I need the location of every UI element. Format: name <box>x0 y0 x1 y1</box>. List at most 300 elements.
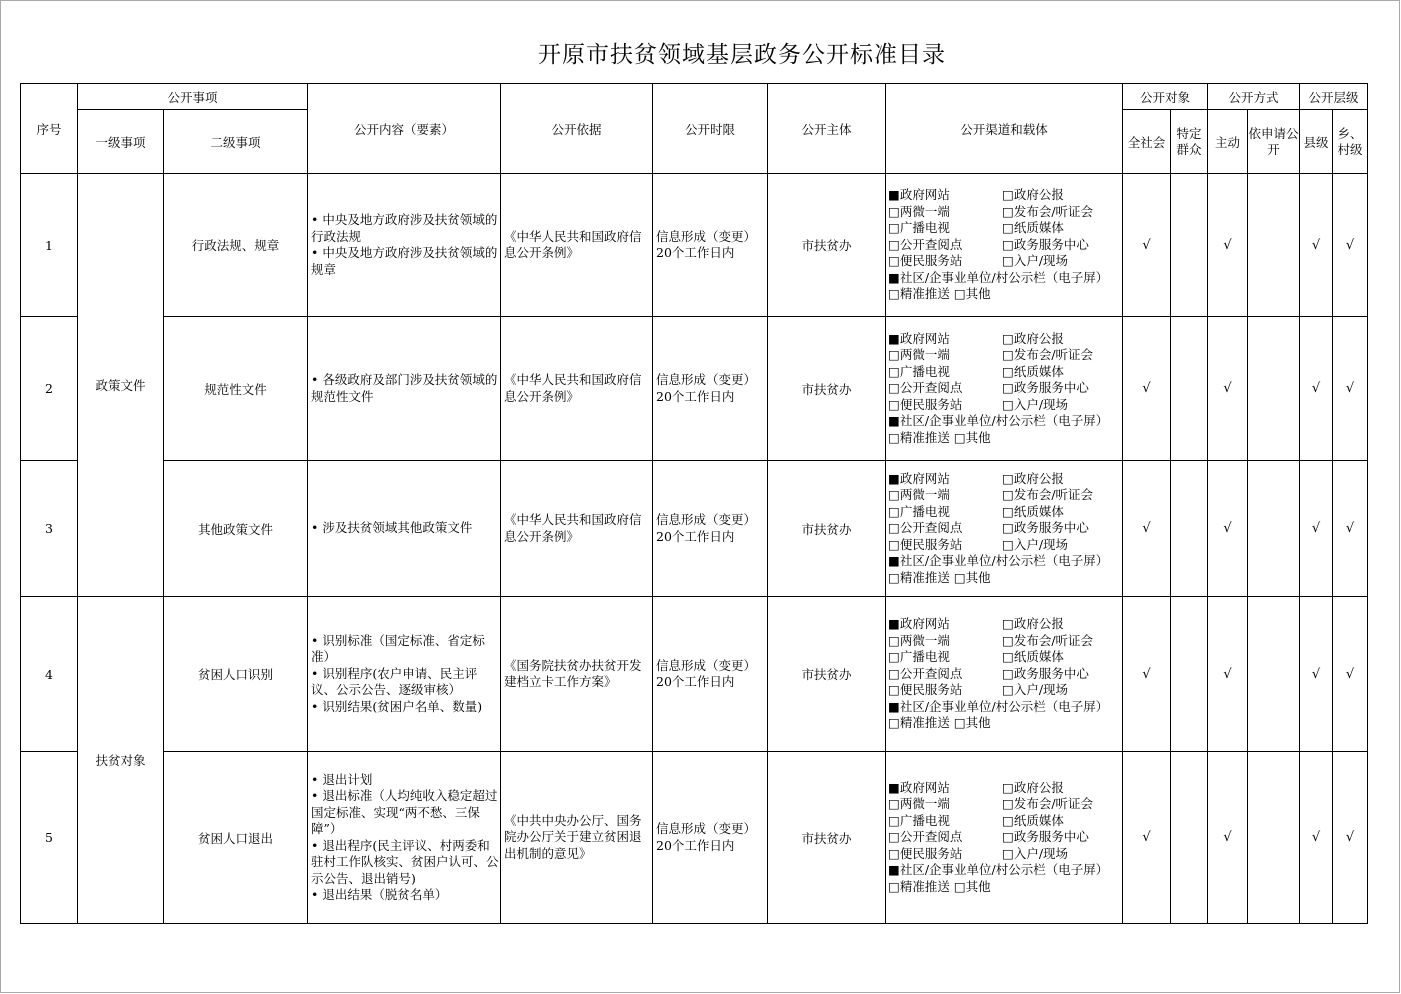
bullet: • <box>311 212 319 227</box>
bullet: • <box>311 665 319 681</box>
check-target-specific <box>1171 317 1208 461</box>
check-level-township: √ <box>1333 317 1368 461</box>
checked-box-icon: ■ <box>888 553 900 569</box>
channel-label: 入户/现场 <box>1013 396 1069 412</box>
channel-label: 发布会/听证会 <box>1013 203 1094 219</box>
row-content <box>308 461 501 597</box>
unchecked-box-icon: □ <box>888 569 900 585</box>
channel-label: 精准推送 <box>899 429 950 445</box>
row-content <box>308 317 501 461</box>
channel-label: 政务服务中心 <box>1013 520 1089 536</box>
row-time-limit: 信息形成（变更）20个工作日内 <box>653 317 768 461</box>
channel-label: 便民服务站 <box>899 682 963 698</box>
unchecked-box-icon: □ <box>1002 330 1014 346</box>
channel-option <box>1002 520 1122 537</box>
channel-label: 精准推送 <box>899 878 950 894</box>
channel-option <box>888 570 950 585</box>
header-target: 公开对象 <box>1123 84 1208 110</box>
channel-option <box>888 633 1002 650</box>
channel-option <box>1002 187 1122 204</box>
row-seq: 5 <box>21 752 78 924</box>
bullet: • <box>311 520 319 536</box>
channel-option <box>1002 204 1122 221</box>
channel-option <box>1002 347 1122 364</box>
unchecked-box-icon: □ <box>888 253 900 269</box>
checked-box-icon: ■ <box>888 616 900 632</box>
unchecked-box-icon: □ <box>1002 779 1014 795</box>
unchecked-box-icon: □ <box>1002 203 1014 219</box>
check-target-specific <box>1171 752 1208 924</box>
channel-label: 两微一端 <box>899 487 950 503</box>
header-method-request: 依申请公开 <box>1248 110 1300 174</box>
channel-label: 公开查阅点 <box>899 236 963 252</box>
unchecked-box-icon: □ <box>953 569 966 585</box>
header-level2: 二级事项 <box>164 110 308 174</box>
bullet: • <box>311 837 319 853</box>
channel-option <box>888 364 1002 381</box>
content-text: 中央及地方政府涉及扶贫领域的行政法规 <box>311 212 498 244</box>
channel-option <box>888 430 950 445</box>
channel-label: 政府网站 <box>899 616 950 632</box>
channel-option <box>888 397 1002 414</box>
unchecked-box-icon: □ <box>953 878 966 894</box>
channel-option <box>888 796 1002 813</box>
content-text: 识别结果(贫困户名单、数量) <box>322 698 483 714</box>
unchecked-box-icon: □ <box>888 429 900 445</box>
channel-label: 政府网站 <box>899 470 950 486</box>
content-item <box>311 245 500 278</box>
channel-label: 便民服务站 <box>899 845 963 861</box>
table-row <box>21 174 1368 317</box>
unchecked-box-icon: □ <box>953 286 966 302</box>
row-basis: 《中共中央办公厅、国务院办公厅关于建立贫困退出机制的意见》 <box>501 752 653 924</box>
channel-option <box>888 270 1108 285</box>
channel-label: 社区/企事业单位/村公示栏（电子屏） <box>899 413 1109 429</box>
checked-box-icon: ■ <box>888 413 900 429</box>
channel-option <box>954 879 991 894</box>
channel-option <box>888 829 1002 846</box>
header-target-specific: 特定群众 <box>1171 110 1208 174</box>
channel-label: 政务服务中心 <box>1013 380 1089 396</box>
channel-label: 政府公报 <box>1013 616 1064 632</box>
content-item <box>311 887 500 904</box>
row-channels <box>886 317 1123 461</box>
channel-option <box>888 813 1002 830</box>
channel-option <box>1002 633 1122 650</box>
row-level2: 其他政策文件 <box>164 461 308 597</box>
unchecked-box-icon: □ <box>1002 616 1014 632</box>
channel-label: 精准推送 <box>899 569 950 585</box>
content-text: 退出程序(民主评议、村两委和驻村工作队核实、贫困户认可、公示公告、退出销号) <box>311 837 499 886</box>
channel-option <box>1002 780 1122 797</box>
unchecked-box-icon: □ <box>1002 503 1014 519</box>
unchecked-box-icon: □ <box>1002 632 1014 648</box>
check-method-active: √ <box>1208 752 1248 924</box>
unchecked-box-icon: □ <box>888 520 900 536</box>
channel-label: 发布会/听证会 <box>1013 796 1094 812</box>
content-text: 退出结果（脱贫名单） <box>322 887 448 902</box>
unchecked-box-icon: □ <box>1002 380 1014 396</box>
unchecked-box-icon: □ <box>888 665 900 681</box>
content-text: 中央及地方政府涉及扶贫领域的规章 <box>311 245 498 277</box>
channel-option <box>888 253 1002 270</box>
checked-box-icon: ■ <box>888 330 900 346</box>
channel-option <box>888 520 1002 537</box>
row-basis: 《中华人民共和国政府信息公开条例》 <box>501 174 653 317</box>
content-text: 涉及扶贫领域其他政策文件 <box>322 520 473 536</box>
channel-label: 发布会/听证会 <box>1013 347 1094 363</box>
channel-label: 广播电视 <box>899 649 950 665</box>
channel-label: 便民服务站 <box>899 396 963 412</box>
channel-option <box>888 616 1002 633</box>
channel-label: 纸质媒体 <box>1013 812 1064 828</box>
unchecked-box-icon: □ <box>888 363 900 379</box>
channel-option <box>888 487 1002 504</box>
channel-option <box>1002 796 1122 813</box>
table-row <box>21 461 1368 597</box>
channel-option <box>888 553 1108 568</box>
row-subject: 市扶贫办 <box>768 752 886 924</box>
check-method-active: √ <box>1208 461 1248 597</box>
channel-label: 其他 <box>965 715 991 731</box>
channel-option <box>954 715 991 730</box>
channel-label: 政府网站 <box>899 779 950 795</box>
channel-label: 社区/企事业单位/村公示栏（电子屏） <box>899 553 1109 569</box>
row-channels <box>886 461 1123 597</box>
header-content: 公开内容（要素） <box>308 84 501 174</box>
channel-label: 两微一端 <box>899 203 950 219</box>
channel-option <box>888 237 1002 254</box>
unchecked-box-icon: □ <box>888 347 900 363</box>
row-level2: 贫困人口识别 <box>164 597 308 752</box>
unchecked-box-icon: □ <box>888 286 900 302</box>
channel-label: 入户/现场 <box>1013 682 1069 698</box>
channel-option <box>1002 471 1122 488</box>
header-subject: 公开主体 <box>768 84 886 174</box>
check-level-township: √ <box>1333 174 1368 317</box>
row-subject: 市扶贫办 <box>768 317 886 461</box>
unchecked-box-icon: □ <box>1002 236 1014 252</box>
table-row <box>21 597 1368 752</box>
channel-label: 两微一端 <box>899 796 950 812</box>
row-time-limit: 信息形成（变更）20个工作日内 <box>653 174 768 317</box>
channel-option <box>888 471 1002 488</box>
check-method-active: √ <box>1208 317 1248 461</box>
channel-label: 入户/现场 <box>1013 536 1069 552</box>
content-item <box>311 788 500 838</box>
channel-option <box>888 862 1108 877</box>
channel-option <box>888 715 950 730</box>
channel-option <box>888 220 1002 237</box>
channel-option <box>954 430 991 445</box>
channel-label: 入户/现场 <box>1013 253 1069 269</box>
header-level-county: 县级 <box>1300 110 1333 174</box>
check-method-request <box>1248 317 1300 461</box>
channel-option <box>888 204 1002 221</box>
check-target-specific <box>1171 174 1208 317</box>
channel-label: 纸质媒体 <box>1013 649 1064 665</box>
check-level-county: √ <box>1300 461 1333 597</box>
header-seq: 序号 <box>21 84 78 174</box>
channel-label: 政府公报 <box>1013 470 1064 486</box>
channel-option <box>888 682 1002 699</box>
row-channels <box>886 597 1123 752</box>
check-target-all: √ <box>1123 461 1171 597</box>
check-method-request <box>1248 174 1300 317</box>
unchecked-box-icon: □ <box>888 845 900 861</box>
channel-label: 政府公报 <box>1013 187 1064 203</box>
check-target-specific <box>1171 461 1208 597</box>
row-basis: 《国务院扶贫办扶贫开发建档立卡工作方案》 <box>501 597 653 752</box>
check-method-request <box>1248 461 1300 597</box>
row-content <box>308 174 501 317</box>
check-level-township: √ <box>1333 752 1368 924</box>
unchecked-box-icon: □ <box>1002 682 1014 698</box>
header-level1: 一级事项 <box>78 110 164 174</box>
row-subject: 市扶贫办 <box>768 174 886 317</box>
channel-option <box>888 347 1002 364</box>
checked-box-icon: ■ <box>888 187 900 203</box>
group-name: 扶贫对象 <box>78 597 164 924</box>
channel-label: 广播电视 <box>899 503 950 519</box>
check-level-county: √ <box>1300 597 1333 752</box>
channel-option <box>888 286 950 301</box>
channel-label: 发布会/听证会 <box>1013 487 1094 503</box>
channel-label: 广播电视 <box>899 812 950 828</box>
unchecked-box-icon: □ <box>888 878 900 894</box>
channel-option <box>1002 504 1122 521</box>
channel-label: 其他 <box>965 429 991 445</box>
unchecked-box-icon: □ <box>953 429 966 445</box>
channel-label: 政府公报 <box>1013 779 1064 795</box>
channel-option <box>888 846 1002 863</box>
channel-label: 精准推送 <box>899 286 950 302</box>
row-seq: 3 <box>21 461 78 597</box>
channel-label: 政务服务中心 <box>1013 236 1089 252</box>
check-method-request <box>1248 597 1300 752</box>
check-target-all: √ <box>1123 317 1171 461</box>
check-method-active: √ <box>1208 597 1248 752</box>
row-seq: 2 <box>21 317 78 461</box>
channel-label: 公开查阅点 <box>899 520 963 536</box>
channel-label: 其他 <box>965 569 991 585</box>
channel-label: 政府网站 <box>899 187 950 203</box>
channel-label: 其他 <box>965 878 991 894</box>
row-basis: 《中华人民共和国政府信息公开条例》 <box>501 317 653 461</box>
row-level2: 规范性文件 <box>164 317 308 461</box>
checked-box-icon: ■ <box>888 862 900 878</box>
channel-option <box>1002 237 1122 254</box>
channel-option <box>1002 666 1122 683</box>
table-row <box>21 752 1368 924</box>
unchecked-box-icon: □ <box>888 812 900 828</box>
unchecked-box-icon: □ <box>1002 665 1014 681</box>
unchecked-box-icon: □ <box>1002 845 1014 861</box>
channel-option <box>888 331 1002 348</box>
channel-label: 公开查阅点 <box>899 829 963 845</box>
check-target-specific <box>1171 597 1208 752</box>
check-level-county: √ <box>1300 174 1333 317</box>
unchecked-box-icon: □ <box>888 236 900 252</box>
checked-box-icon: ■ <box>888 269 900 285</box>
unchecked-box-icon: □ <box>888 632 900 648</box>
unchecked-box-icon: □ <box>888 536 900 552</box>
header-target-all: 全社会 <box>1123 110 1171 174</box>
channel-label: 两微一端 <box>899 632 950 648</box>
unchecked-box-icon: □ <box>888 649 900 665</box>
channel-option <box>1002 829 1122 846</box>
channel-label: 精准推送 <box>899 715 950 731</box>
channel-option <box>888 537 1002 554</box>
unchecked-box-icon: □ <box>1002 649 1014 665</box>
channel-label: 社区/企事业单位/村公示栏（电子屏） <box>899 698 1109 714</box>
row-level2: 行政法规、规章 <box>164 174 308 317</box>
unchecked-box-icon: □ <box>1002 470 1014 486</box>
channel-label: 社区/企事业单位/村公示栏（电子屏） <box>899 862 1109 878</box>
row-level2: 贫困人口退出 <box>164 752 308 924</box>
row-seq: 1 <box>21 174 78 317</box>
channel-option <box>1002 846 1122 863</box>
check-level-township: √ <box>1333 461 1368 597</box>
channel-option <box>888 187 1002 204</box>
bullet: • <box>311 788 319 803</box>
unchecked-box-icon: □ <box>1002 347 1014 363</box>
row-seq: 4 <box>21 597 78 752</box>
channel-option <box>1002 649 1122 666</box>
check-method-request <box>1248 752 1300 924</box>
table-row <box>21 317 1368 461</box>
unchecked-box-icon: □ <box>1002 536 1014 552</box>
channel-label: 政务服务中心 <box>1013 829 1089 845</box>
group-name: 政策文件 <box>78 174 164 597</box>
row-time-limit: 信息形成（变更）20个工作日内 <box>653 461 768 597</box>
content-text: 退出标准（人均纯收入稳定超过国定标准、实现“两不愁、三保障”） <box>311 788 498 836</box>
channel-label: 纸质媒体 <box>1013 503 1064 519</box>
channel-option <box>1002 537 1122 554</box>
channel-option <box>1002 397 1122 414</box>
row-subject: 市扶贫办 <box>768 597 886 752</box>
channel-option <box>888 504 1002 521</box>
header-method: 公开方式 <box>1208 84 1300 110</box>
channel-label: 公开查阅点 <box>899 665 963 681</box>
channel-option <box>888 699 1108 714</box>
channel-label: 其他 <box>965 286 991 302</box>
unchecked-box-icon: □ <box>953 715 966 731</box>
header-matters: 公开事项 <box>78 84 308 110</box>
checked-box-icon: ■ <box>888 470 900 486</box>
header-basis: 公开依据 <box>501 84 653 174</box>
row-time-limit: 信息形成（变更）20个工作日内 <box>653 597 768 752</box>
header-level-township: 乡、村级 <box>1333 110 1368 174</box>
content-item <box>311 666 500 699</box>
channel-option <box>954 286 991 301</box>
unchecked-box-icon: □ <box>1002 253 1014 269</box>
content-item <box>311 838 500 888</box>
catalog-table <box>20 83 1368 924</box>
unchecked-box-icon: □ <box>1002 796 1014 812</box>
unchecked-box-icon: □ <box>888 203 900 219</box>
channel-label: 便民服务站 <box>899 253 963 269</box>
channel-label: 纸质媒体 <box>1013 220 1064 236</box>
channel-option <box>888 666 1002 683</box>
channel-option <box>888 780 1002 797</box>
header-level: 公开层级 <box>1300 84 1368 110</box>
unchecked-box-icon: □ <box>888 796 900 812</box>
unchecked-box-icon: □ <box>888 503 900 519</box>
channel-option <box>1002 616 1122 633</box>
unchecked-box-icon: □ <box>888 487 900 503</box>
unchecked-box-icon: □ <box>1002 812 1014 828</box>
check-level-county: √ <box>1300 752 1333 924</box>
channel-option <box>954 570 991 585</box>
channel-label: 政务服务中心 <box>1013 665 1089 681</box>
channel-label: 广播电视 <box>899 220 950 236</box>
unchecked-box-icon: □ <box>1002 187 1014 203</box>
content-item <box>311 212 500 245</box>
row-subject: 市扶贫办 <box>768 461 886 597</box>
check-level-township: √ <box>1333 597 1368 752</box>
row-channels <box>886 174 1123 317</box>
unchecked-box-icon: □ <box>1002 363 1014 379</box>
bullet: • <box>311 771 319 787</box>
channel-option <box>1002 220 1122 237</box>
channel-label: 政府网站 <box>899 330 950 346</box>
content-text: 各级政府及部门涉及扶贫领域的规范性文件 <box>311 372 498 404</box>
checked-box-icon: ■ <box>888 779 900 795</box>
channel-option <box>1002 487 1122 504</box>
unchecked-box-icon: □ <box>888 396 900 412</box>
channel-label: 公开查阅点 <box>899 380 963 396</box>
content-item <box>311 520 500 537</box>
channel-option <box>1002 331 1122 348</box>
row-time-limit: 信息形成（变更）20个工作日内 <box>653 752 768 924</box>
row-content <box>308 597 501 752</box>
channel-option <box>1002 682 1122 699</box>
bullet: • <box>311 245 319 260</box>
header-time-limit: 公开时限 <box>653 84 768 174</box>
unchecked-box-icon: □ <box>888 682 900 698</box>
channel-option <box>1002 253 1122 270</box>
bullet: • <box>311 632 319 648</box>
row-channels <box>886 752 1123 924</box>
channel-label: 纸质媒体 <box>1013 363 1064 379</box>
channel-label: 便民服务站 <box>899 536 963 552</box>
channel-option <box>888 649 1002 666</box>
check-level-county: √ <box>1300 317 1333 461</box>
unchecked-box-icon: □ <box>1002 220 1014 236</box>
page-title: 开原市扶贫领域基层政务公开标准目录 <box>538 42 946 68</box>
bullet: • <box>311 887 319 902</box>
channel-option <box>888 413 1108 428</box>
channel-label: 发布会/听证会 <box>1013 632 1094 648</box>
channel-option <box>1002 364 1122 381</box>
content-item <box>311 699 500 716</box>
unchecked-box-icon: □ <box>888 715 900 731</box>
unchecked-box-icon: □ <box>888 220 900 236</box>
checked-box-icon: ■ <box>888 698 900 714</box>
channel-label: 两微一端 <box>899 347 950 363</box>
unchecked-box-icon: □ <box>1002 487 1014 503</box>
unchecked-box-icon: □ <box>1002 829 1014 845</box>
unchecked-box-icon: □ <box>1002 520 1014 536</box>
check-target-all: √ <box>1123 597 1171 752</box>
check-method-active: √ <box>1208 174 1248 317</box>
content-item <box>311 372 500 405</box>
content-text: 识别程序(农户申请、民主评议、公示公告、逐级审核） <box>311 665 478 698</box>
unchecked-box-icon: □ <box>1002 396 1014 412</box>
check-target-all: √ <box>1123 174 1171 317</box>
content-text: 退出计划 <box>322 771 373 787</box>
